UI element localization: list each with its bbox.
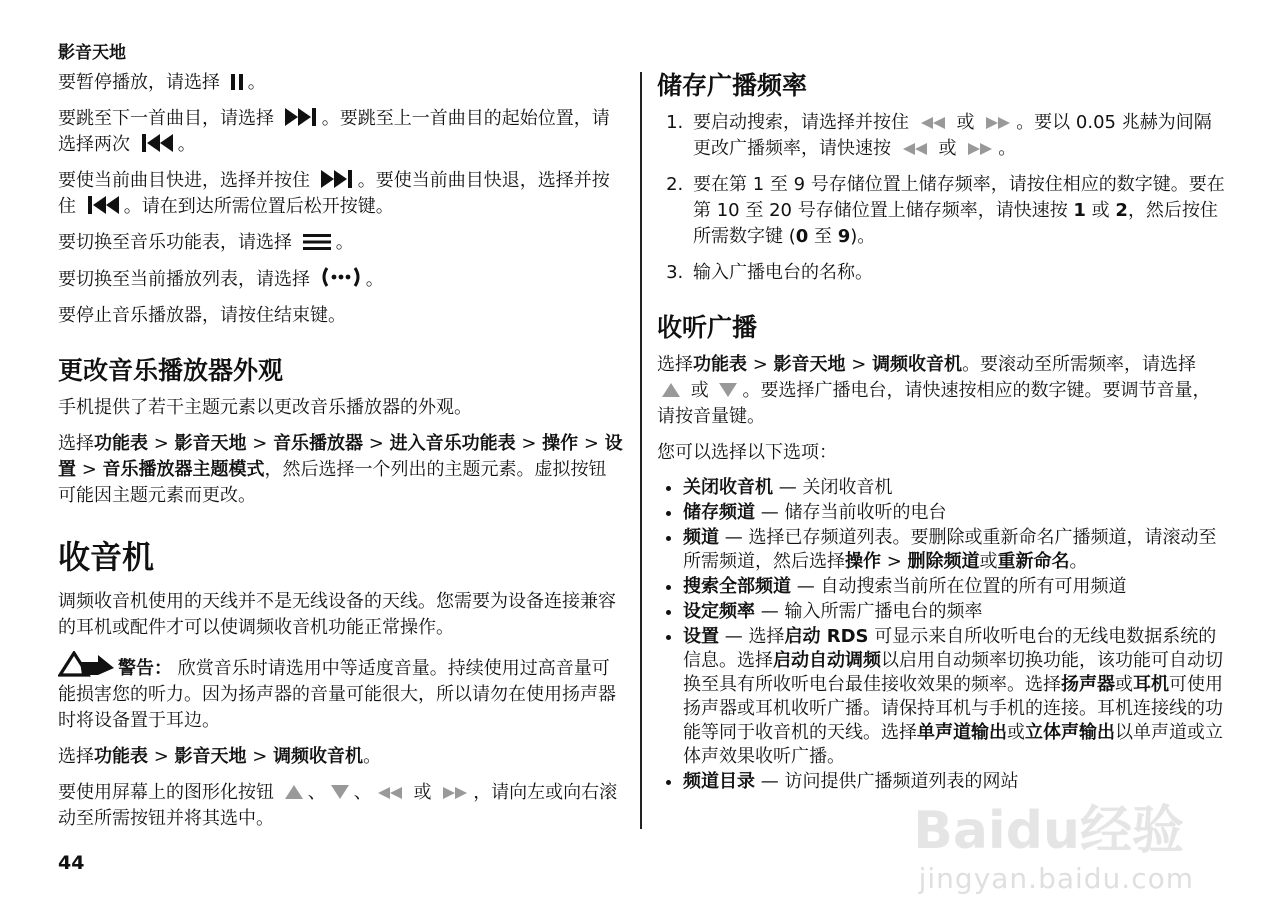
option-name: 频道目录 [683,771,755,792]
text: 要跳至下一首曲目，请选择 [58,108,280,129]
menu-path-item: 调频收音机 [273,746,364,767]
text: — 储存当前收听的电台 [755,502,947,523]
key-label: 0 [795,226,809,247]
text: 。要滚动至所需频率，请选择 [962,354,1197,375]
text: 要使当前曲目快进，选择并按住 [58,170,316,191]
text: 。 [1069,551,1088,572]
warning-label: 警告： [118,658,172,679]
appearance-intro: 手机提供了若干主题元素以更改音乐播放器的外观。 [58,397,472,418]
list-item [683,575,1227,599]
text: 选择 [58,746,94,767]
playlist-paragraph [58,266,623,293]
list-item: 3. 输入广播电台的名称。 [689,260,1227,286]
watermark-logo: Baidu经验 [913,801,1184,861]
option-name: 耳机 [1133,674,1169,695]
section-heading-store: 储存广播频率 [657,71,808,100]
options-intro: 您可以选择以下选项： [657,442,837,463]
text: > [246,433,274,454]
text: — 输入所需广播电台的频率 [755,601,983,622]
list-item [683,526,1227,574]
text: 以单声道或立体声效果收听广播。 [683,722,1223,767]
menu-path-item: 操作 [542,433,579,454]
list-item [683,625,1227,769]
menu-path-item: 音乐播放器主题模式 [102,459,265,480]
options-list [657,476,1227,794]
text: 要使用屏幕上的图形化按钮 [58,782,280,803]
text: 。要选择广播电台，请快速按相应的数字键。要调节音量，请按音量键。 [657,380,1211,427]
text: — 访问提供广播频道列表的网站 [755,771,1019,792]
text: — 自动搜索当前所在位置的所有可用频道 [791,576,1127,597]
text: 要切换至音乐功能表，请选择 [58,232,298,253]
radio-buttons-paragraph [58,780,623,832]
left-column [58,70,623,842]
section-heading-appearance: 更改音乐播放器外观 [58,356,284,385]
text: 。要跳至上一首曲目的起始位置，请选择两次 [58,108,610,155]
text: — 选择 [719,626,785,647]
option-name: 启动自动调频 [773,650,881,671]
warning-paragraph [58,651,623,734]
running-header: 影音天地 [58,43,126,63]
text: 要暂停播放，请选择 [58,72,226,93]
listen-path [657,352,1227,430]
text: 。 [998,138,1017,159]
menu-path-item: 影音天地 [174,746,247,767]
list-item [683,501,1227,525]
page-number: 44 [58,852,85,874]
option-name: 设置 [683,626,719,647]
chapter-heading-radio: 收音机 [58,538,155,576]
option-name: 储存频道 [683,502,755,523]
text: 、 [353,782,372,803]
section-heading-listen: 收听广播 [657,313,758,342]
option-name: 设定频率 [683,601,755,622]
list-item [689,172,1227,250]
text: 。 [363,746,382,767]
next-track-icon [284,107,318,127]
text: — 关闭收音机 [773,477,893,498]
text: > [747,354,774,375]
text: 或 [950,112,981,133]
menu-path-item: 进入音乐功能表 [389,433,516,454]
option-name: 扬声器 [1061,674,1115,695]
column-divider [640,72,642,829]
warning-icon [58,651,116,677]
text: 以启用自动频率切换功能，该功能可自动切换至具有所收听电台最佳接收效果的频率。选择 [683,650,1223,695]
option-name: 删除频道 [907,551,980,572]
menu-path-item: 调频收音机 [872,354,963,375]
key-label: 9 [837,226,851,247]
menu-path-item: 设置 [58,433,623,480]
warning-text: 欣赏音乐时请选用中等适度音量。持续使用过高音量可能损害您的听力。因为扬声器的音量可能很大，所以请勿在使用扬声器时将设备置于耳边。 [58,658,616,731]
option-name: 单声道输出 [917,722,1007,743]
seek-paragraph [58,168,623,220]
text: 或 [1007,722,1025,743]
skip-paragraph [58,106,623,158]
menu-path-item: 影音天地 [174,433,247,454]
text: 。 [335,232,354,253]
text: 。请在到达所需位置后松开按键。 [123,196,394,217]
right-column [657,70,1227,795]
text: 要启动搜索，请选择并按住 [693,112,915,133]
text: ，请向左或向右滚动至所需按钮并将其选中。 [58,782,618,829]
list-item [689,110,1227,162]
text: — 选择已存频道列表。要删除或重新命名广播频道，请滚动至所需频道，然后选择 [683,527,1217,572]
next-track-icon [320,169,354,189]
volume-down-icon [330,783,350,801]
key-label: 1 [1073,200,1086,221]
seek-forward-icon [441,785,469,801]
text: > [148,433,175,454]
text: 。要以 0.05 兆赫为间隔更改广播频率，请快速按 [693,112,1212,159]
seek-back-icon [901,141,929,157]
option-name: 操作 [845,551,881,572]
text: 可使用扬声器或耳机收听广播。请保持耳机与手机的连接。耳机连接线的功能等同于收音机的天线。选择 [683,674,1223,743]
volume-down-icon [718,381,738,399]
menu-path-item: 影音天地 [773,354,846,375]
option-name: 重新命名 [997,551,1070,572]
text: ，然后按住所需数字键 ( [693,200,1218,247]
radio-intro: 调频收音机使用的天线并不是无线设备的天线。您需要为设备连接兼容的耳机或配件才可以使调频收音机功能正常操作。 [58,591,616,638]
stop-paragraph: 要停止音乐播放器，请按住结束键。 [58,305,346,326]
text: > [515,433,543,454]
text: 可显示来自所收听电台的无线电数据系统的信息。选择 [683,626,1217,671]
pause-paragraph [58,70,623,96]
text: > [845,354,873,375]
text: > [148,746,175,767]
appearance-path [58,431,623,509]
menu-paragraph [58,230,623,256]
volume-up-icon [661,381,681,399]
text: > [76,459,103,480]
option-name: 关闭收音机 [683,477,773,498]
text: )。 [850,226,876,247]
playlist-icon [320,266,362,288]
text: 。 [177,134,196,155]
volume-up-icon [284,783,304,801]
option-name: 频道 [683,527,719,548]
text: 。 [247,72,266,93]
text: 或 [1085,200,1116,221]
text: > [578,433,605,454]
text: 或 [1115,674,1133,695]
store-steps [657,110,1227,286]
text: 或 [407,782,438,803]
pause-icon [230,73,244,91]
radio-path [58,744,623,770]
seek-back-icon [376,785,404,801]
text: 要在第 1 至 9 号存储位置上储存频率，请按住相应的数字键。要在第 10 至 20 号存储位置上储存频率，请快速按 [693,174,1225,221]
previous-track-icon [140,133,174,153]
option-name: 启动 RDS [784,626,869,647]
text: 或 [932,138,963,159]
list-item [683,476,1227,500]
list-item [683,600,1227,624]
seek-forward-icon [984,115,1012,131]
text: ，然后选择一个列出的主题元素。虚拟按钮可能因主题元素而更改。 [58,459,607,506]
text: 选择 [58,433,94,454]
text: 要切换至当前播放列表，请选择 [58,269,316,290]
option-name: 立体声输出 [1025,722,1115,743]
seek-forward-icon [966,141,994,157]
menu-path-item: 功能表 [94,746,148,767]
menu-icon [302,233,332,251]
key-label: 2 [1115,200,1128,221]
text: > [246,746,274,767]
text: 或 [979,551,998,572]
text: > [363,433,390,454]
text: 至 [808,226,838,247]
text: 。 [365,269,384,290]
watermark-url: jingyan.baidu.com [918,862,1194,895]
menu-path-item: 功能表 [693,354,747,375]
text: 。要使当前曲目快退，选择并按住 [58,170,610,217]
text: 、 [307,782,326,803]
option-name: 搜索全部频道 [683,576,791,597]
menu-path-item: 功能表 [94,433,148,454]
text: > [881,551,908,572]
seek-back-icon [919,115,947,131]
previous-track-icon [86,195,120,215]
text: 或 [685,380,715,401]
text: 选择 [657,354,693,375]
menu-path-item: 音乐播放器 [273,433,364,454]
